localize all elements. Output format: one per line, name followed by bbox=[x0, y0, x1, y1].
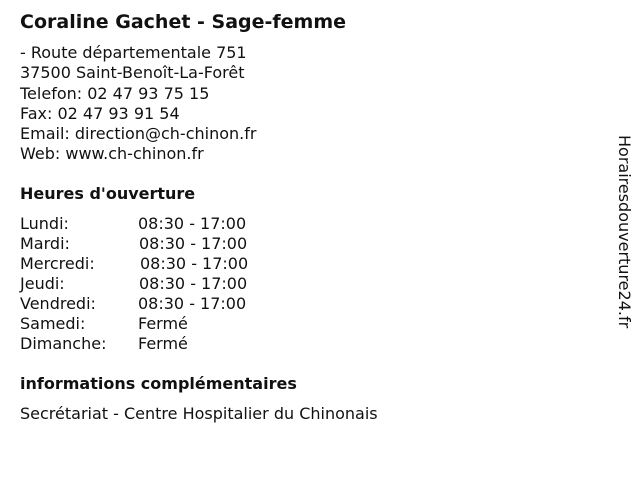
day-hours: 08:30 - 17:00 bbox=[138, 294, 247, 313]
page-title: Coraline Gachet - Sage-femme bbox=[20, 11, 347, 33]
day-label: Mardi: bbox=[20, 234, 70, 253]
day-hours: Fermé bbox=[138, 334, 188, 353]
hours-row-tuesday bbox=[20, 234, 320, 254]
day-hours: 08:30 - 17:00 bbox=[140, 254, 249, 273]
additional-info-text: Secrétariat - Centre Hospitalier du Chinonais bbox=[20, 404, 378, 423]
website-address: Web: www.ch-chinon.fr bbox=[20, 144, 204, 164]
day-label: Jeudi: bbox=[20, 274, 65, 293]
day-label: Mercredi: bbox=[20, 254, 95, 273]
additional-info-heading: informations complémentaires bbox=[20, 374, 297, 393]
day-label: Lundi: bbox=[20, 214, 69, 233]
phone-number: Telefon: 02 47 93 75 15 bbox=[20, 83, 210, 103]
address-city: 37500 Saint-Benoît-La-Forêt bbox=[20, 63, 245, 83]
fax-number: Fax: 02 47 93 91 54 bbox=[20, 103, 180, 123]
day-label: Vendredi: bbox=[20, 294, 96, 313]
day-hours: Fermé bbox=[138, 314, 188, 333]
hours-row-thursday bbox=[20, 274, 320, 294]
hours-row-friday bbox=[20, 294, 320, 314]
opening-hours-heading: Heures d'ouverture bbox=[20, 184, 196, 203]
email-address: Email: direction@ch-chinon.fr bbox=[20, 124, 257, 144]
brand-watermark: Horairesdouverture24.fr bbox=[615, 135, 634, 329]
contact-block bbox=[20, 43, 256, 165]
day-hours: 08:30 - 17:00 bbox=[138, 214, 247, 233]
hours-row-wednesday bbox=[20, 254, 320, 274]
day-label: Samedi: bbox=[20, 314, 86, 333]
hours-row-saturday bbox=[20, 314, 320, 334]
hours-row-monday bbox=[20, 214, 320, 234]
day-hours: 08:30 - 17:00 bbox=[139, 274, 248, 293]
day-label: Dimanche: bbox=[20, 334, 107, 353]
opening-hours-table bbox=[20, 214, 320, 354]
day-hours: 08:30 - 17:00 bbox=[139, 234, 248, 253]
hours-row-sunday bbox=[20, 334, 320, 354]
address-street: - Route départementale 751 bbox=[20, 43, 247, 62]
